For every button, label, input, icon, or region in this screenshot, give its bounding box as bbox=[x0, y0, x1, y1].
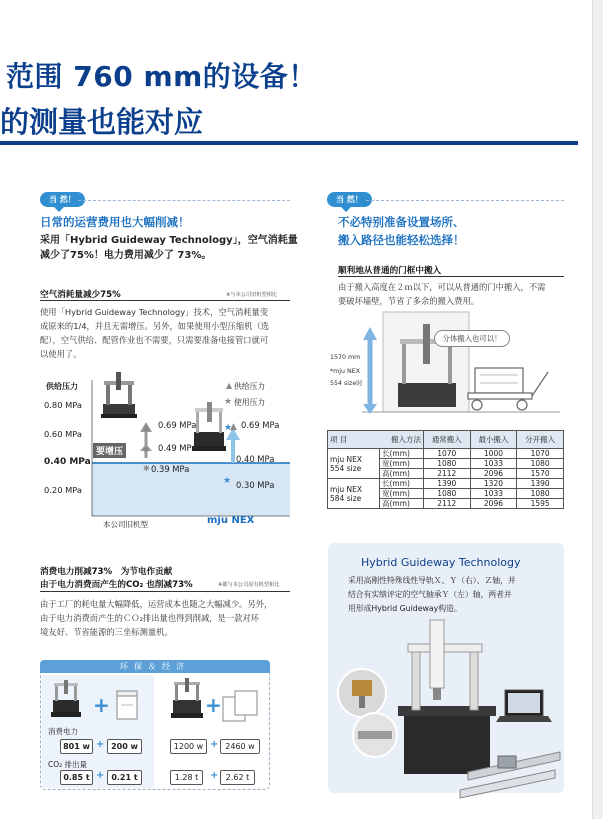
table-cell: 1080 bbox=[517, 459, 564, 469]
power-section-title-1: 消费电力削减73% 为节电作贡献 bbox=[40, 567, 173, 577]
old-power-value-2: 2460 w bbox=[220, 739, 260, 754]
svg-text:▲: ▲ bbox=[143, 423, 150, 433]
air-section-note: ※与本公司旧机型相比 bbox=[226, 292, 278, 298]
air-section-title: 空气消耗量减少75% bbox=[40, 290, 121, 300]
table-cell: 2112 bbox=[423, 469, 470, 479]
table-cell: 1595 bbox=[517, 499, 564, 509]
model-name: mju NEX bbox=[330, 484, 363, 494]
table-cell: 1070 bbox=[423, 449, 470, 459]
table-cell: 1080 bbox=[423, 459, 470, 469]
header-item-label: 项 目 bbox=[330, 435, 348, 444]
split-carry-callout: 分体搬入也可以！ bbox=[434, 330, 510, 347]
table-dim-cell: 高(mm) bbox=[380, 499, 424, 509]
header-method-label: 搬入方法 bbox=[390, 435, 421, 444]
co2-emission-label: CO₂ 排出量 bbox=[48, 760, 88, 769]
door-body-line: 要破坏墙壁，节省了多余的搬入费用。 bbox=[338, 296, 480, 306]
hybrid-guideway-title: Hybrid Guideway Technology bbox=[361, 556, 521, 569]
svg-text:★: ★ bbox=[142, 445, 151, 455]
right-badge: 当 然！ bbox=[327, 192, 372, 207]
old-co2-value-2: 2.62 t bbox=[220, 770, 255, 785]
old-power-value-1: 1200 w bbox=[170, 739, 207, 754]
table-dim-cell: 高(mm) bbox=[380, 469, 424, 479]
table-cell: 1390 bbox=[423, 479, 470, 489]
table-dim-cell: 长(mm) bbox=[380, 479, 424, 489]
nex-supply-label: 0.69 MPa bbox=[241, 420, 280, 430]
left-subtitle-1: 采用「Hybrid Guideway Technology」，空气消耗量 bbox=[40, 235, 298, 246]
probe-inset-image bbox=[338, 669, 386, 717]
old-plus-sign: + bbox=[205, 693, 222, 717]
chart-category-old: 本公司旧机型 bbox=[103, 520, 148, 529]
left-badge: 当 然！ bbox=[40, 192, 85, 207]
power-body-line: 境友好、节省能源的三坐标测量机。 bbox=[40, 627, 173, 637]
headline-line-1: 范围 760 mm的设备！ bbox=[6, 60, 317, 93]
model-size: 554 size bbox=[330, 463, 362, 473]
air-body-line: 以使用了。 bbox=[40, 349, 82, 359]
table-dim-cell: 宽(mm) bbox=[380, 459, 424, 469]
left-title: 日常的运营费用也大幅削减！ bbox=[40, 215, 190, 229]
power-section-note: ※都与本公司原有机型相比 bbox=[218, 582, 280, 588]
air-body-line: 成原来的1/4，并且无需增压。另外，如果使用小型压缩机（选 bbox=[40, 321, 270, 331]
legend-supply: 供给压力 bbox=[234, 382, 266, 391]
table-cell: 1033 bbox=[470, 489, 517, 499]
plus-sign: + bbox=[96, 770, 105, 781]
table-cell: 1000 bbox=[470, 449, 517, 459]
right-title-1: 不必特别准备设置场所、 bbox=[338, 215, 465, 229]
table-header-col: 最小搬入 bbox=[470, 431, 517, 449]
table-cell: 1080 bbox=[517, 489, 564, 499]
door-section-title: 顺利地从普通的门框中搬入 bbox=[338, 266, 442, 276]
hg-body-line: 结合有实绩评定的空气轴承Ｙ（左）轴，两者并 bbox=[348, 590, 512, 600]
air-body-line: 配），空气供给、配管作业也不需要，只需要准备电接管口就可 bbox=[40, 335, 269, 345]
table-cell: 1570 bbox=[517, 469, 564, 479]
table-cell: 1080 bbox=[423, 489, 470, 499]
plus-sign: + bbox=[210, 739, 219, 750]
power-consumption-label: 消费电力 bbox=[48, 727, 78, 736]
plus-sign: + bbox=[96, 739, 105, 750]
table-header-col: 分开搬入 bbox=[517, 431, 564, 449]
table-cell: 2096 bbox=[470, 469, 517, 479]
table-header-col: 通常搬入 bbox=[423, 431, 470, 449]
boost-annotation: 要增压 bbox=[93, 443, 126, 458]
eco-title: 环保＆经济 bbox=[40, 660, 270, 673]
chart-y-tick: 0.40 MPa bbox=[44, 457, 91, 467]
table-cell: 2112 bbox=[423, 499, 470, 509]
table-dim-cell: 长(mm) bbox=[380, 449, 424, 459]
table-cell: 2096 bbox=[470, 499, 517, 509]
rail-inset-image bbox=[353, 713, 397, 757]
chart-y-title: 供给压力 bbox=[46, 382, 78, 391]
svg-text:▲: ▲ bbox=[230, 422, 237, 432]
cmm-machine-image bbox=[398, 620, 496, 774]
power-body-line: 由于电力消费而产生的ＣＯ₂排出量也得到削减，是一款对环 bbox=[40, 613, 260, 623]
nex-use-label: 0.30 MPa bbox=[236, 480, 275, 490]
legend-use-marker: ★ bbox=[224, 397, 233, 407]
nex-power-value-2: 200 w bbox=[107, 739, 142, 754]
door-body-line: 由于搬入高度在２ｍ以下，可以从普通的门中搬入，不需 bbox=[338, 282, 546, 292]
legend-supply-marker: ▲ bbox=[226, 381, 233, 390]
nex-co2-value-1: 0.85 t bbox=[60, 770, 93, 785]
nex-plus-sign: + bbox=[93, 693, 110, 717]
hg-body-line: 采用高刚性特殊线性导轨Ｘ、Ｙ（右）、Ｚ轴，并 bbox=[348, 576, 516, 585]
power-section-title-2: 由于电力消费而产生的CO₂ 也削减73% bbox=[40, 580, 193, 590]
laptop-image bbox=[496, 690, 552, 722]
old-supply-label: 0.69 MPa bbox=[158, 420, 197, 430]
chart-y-tick: 0.20 MPa bbox=[44, 485, 82, 495]
legend-use: 使用压力 bbox=[234, 398, 266, 407]
chart-y-tick: 0.60 MPa bbox=[44, 429, 82, 439]
nex-co2-value-2: 0.21 t bbox=[107, 770, 142, 785]
model-label-1: *mju NEX bbox=[330, 368, 361, 375]
old-co2-value-1: 1.28 t bbox=[170, 770, 203, 785]
left-subtitle-2: 减少了75%！电力费用减少了 73%。 bbox=[40, 250, 212, 261]
old-use-label: 0.49 MPa bbox=[158, 443, 197, 453]
height-label: 1570 mm bbox=[330, 354, 361, 361]
chart-category-nex: mju NEX bbox=[207, 515, 255, 526]
table-cell: 1320 bbox=[470, 479, 517, 489]
old-base-label: 0.39 MPa bbox=[151, 464, 190, 474]
svg-text:★: ★ bbox=[224, 423, 233, 433]
power-body-line: 由于工厂的耗电量大幅降低，运营成本也随之大幅减少。另外， bbox=[40, 599, 273, 609]
chart-y-tick: 0.80 MPa bbox=[44, 400, 82, 410]
right-title-2: 搬入路径也能轻松选择！ bbox=[338, 233, 465, 247]
nex-power-value-1: 801 w bbox=[60, 739, 93, 754]
model-label-2: 554 size时 bbox=[330, 380, 363, 387]
plus-sign: + bbox=[210, 770, 219, 781]
svg-text:✱: ✱ bbox=[143, 464, 150, 473]
hg-body-line: 用形成Hybrid Guideway构造。 bbox=[348, 604, 462, 614]
nex-base-label: 0.40 MPa bbox=[236, 454, 275, 464]
air-body-line: 使用「Hybrid Guideway Technology」技术，空气消耗量变 bbox=[40, 307, 269, 317]
model-name: mju NEX bbox=[330, 454, 363, 464]
table-cell: 1390 bbox=[517, 479, 564, 489]
table-dim-cell: 宽(mm) bbox=[380, 489, 424, 499]
model-size: 584 size bbox=[330, 493, 362, 503]
table-cell: 1070 bbox=[517, 449, 564, 459]
headline-line-2: 的测量也能对应 bbox=[0, 105, 204, 139]
svg-text:★: ★ bbox=[223, 476, 232, 486]
table-cell: 1033 bbox=[470, 459, 517, 469]
